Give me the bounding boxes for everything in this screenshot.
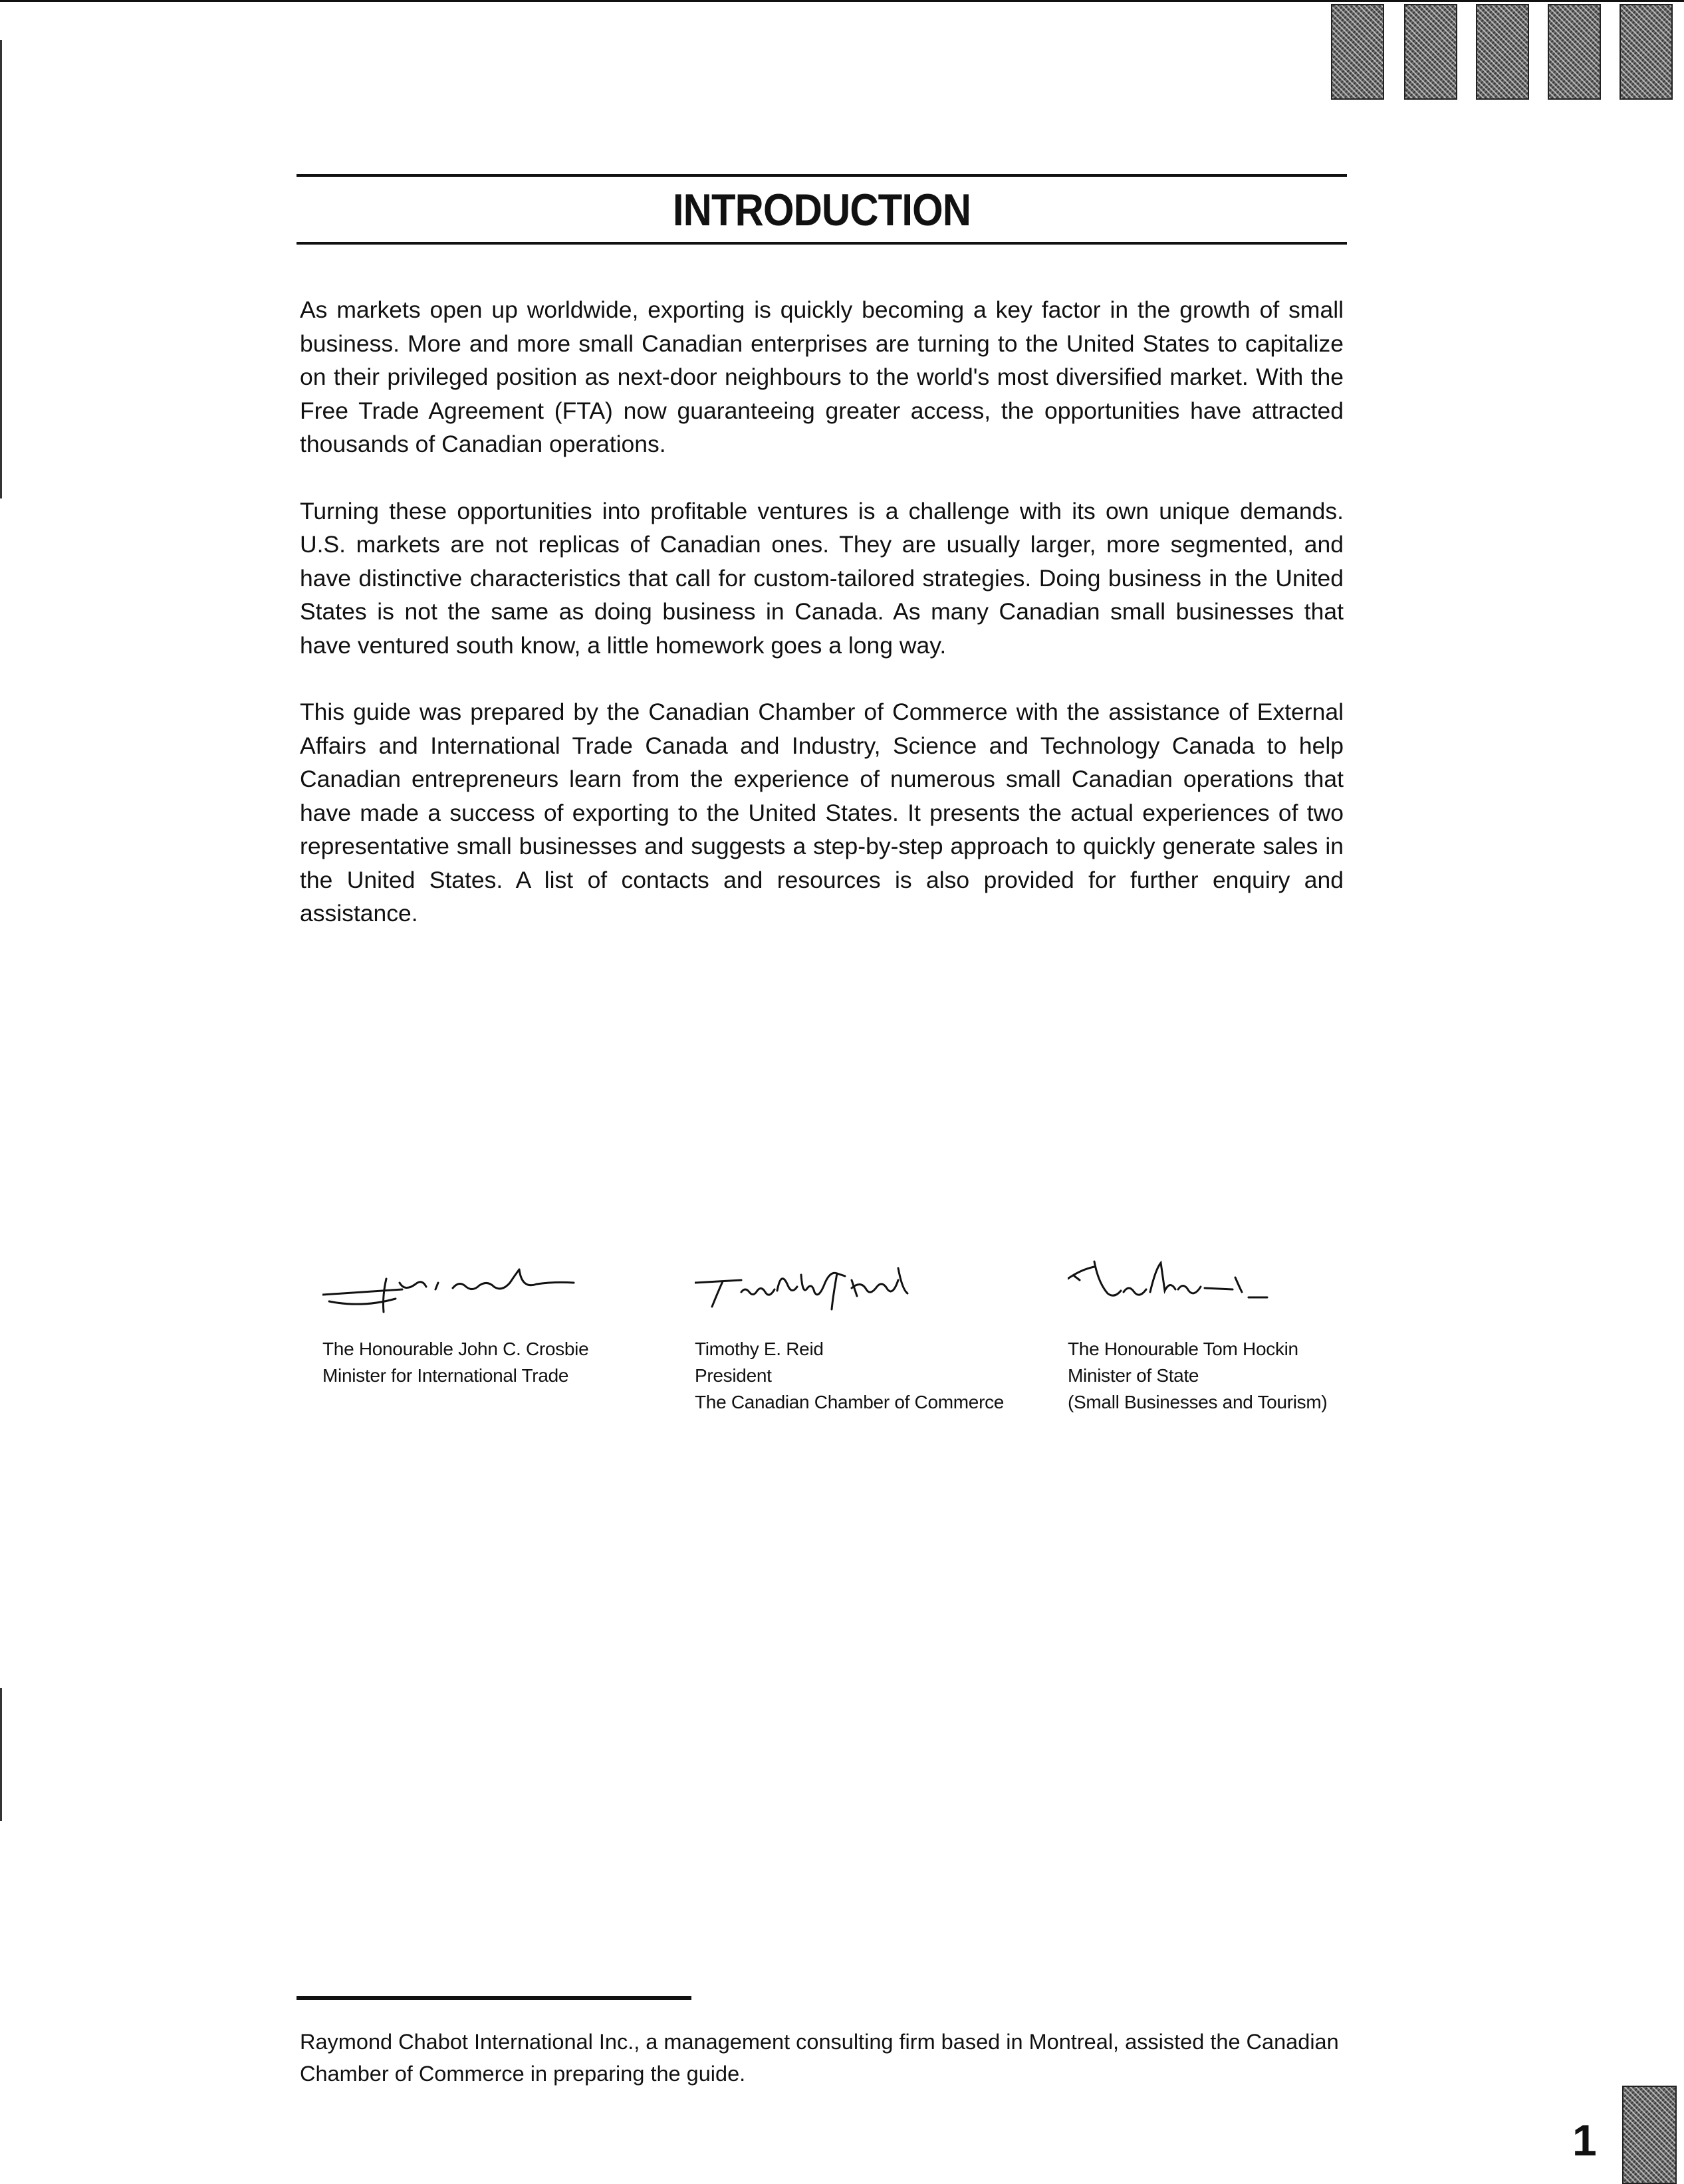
- signature-reid: [695, 1243, 974, 1316]
- decorative-strip-4: [1548, 4, 1601, 100]
- intro-body: [300, 293, 1344, 964]
- signatory-line: The Honourable Tom Hockin: [1068, 1339, 1298, 1359]
- decorative-strip-2: [1404, 4, 1457, 100]
- page-corner-decoration: [1622, 2086, 1677, 2184]
- signatory-line: Minister of State: [1068, 1365, 1199, 1386]
- page-number: 1: [1572, 2116, 1597, 2165]
- signatory-line: (Small Businesses and Tourism): [1068, 1392, 1328, 1412]
- paragraph: Turning these opportunities into profitable ventures is a challenge with its own unique demands. U.S. markets are not replicas of Canadian ones. They are usually larger, more segmented, and have distinctive characteristics that call for custom-tailored strategies. Doing business in the United States is not the same as doing business in Canada. As many Canadian small businesses that have ventured south know, a little homework goes a long way.: [300, 497, 1344, 659]
- paragraph: This guide was prepared by the Canadian Chamber of Commerce with the assistance of External Affairs and International Trade Canada and Industry, Science and Technology Canada to help Canadian entrepreneurs learn from the experience of numerous small Canadian operations that have made a success of exporting to the United States. It presents the actual experiences of two representative small businesses and suggests a step-by-step approach to quickly generate sales in the United States. A list of contacts and resources is also provided for further enquiry and assistance.: [300, 699, 1344, 927]
- signatory-hockin: [1068, 1243, 1413, 1416]
- signatory-reid: [695, 1243, 1040, 1416]
- signatory-crosbie: [322, 1243, 668, 1389]
- paragraph: As markets open up worldwide, exporting is quickly becoming a key factor in the growth of small business. More and more small Canadian enterprises are turning to the United States to capitalize on their privileged position as next-door neighbours to the world's most diversified market. With the Free Trade Agreement (FTA) now guaranteeing greater access, the opportunities have attracted thousands of Canadian operations.: [300, 296, 1344, 457]
- title-rule-bottom: [297, 242, 1347, 245]
- decorative-strip-5: [1620, 4, 1673, 100]
- decorative-strip-3: [1476, 4, 1529, 100]
- signatory-line: Minister for International Trade: [322, 1365, 569, 1386]
- left-scan-edge-lower: [0, 1688, 2, 1821]
- signature-hockin: [1068, 1243, 1347, 1316]
- signatory-line: President: [695, 1365, 772, 1386]
- footnote-rule: [297, 1996, 691, 2000]
- signature-crosbie: [322, 1243, 602, 1316]
- signatory-line: The Honourable John C. Crosbie: [322, 1339, 589, 1359]
- left-scan-edge: [0, 40, 2, 498]
- decorative-strip-1: [1331, 4, 1384, 100]
- top-border-rule: [0, 0, 1684, 2]
- title-rule-top: [297, 174, 1347, 177]
- footnote: Raymond Chabot International Inc., a management consulting firm based in Montreal, assisted the Canadian Chamber of Commerce in preparing the guide.: [300, 2030, 1339, 2086]
- page-title: INTRODUCTION: [672, 185, 971, 235]
- signatory-line: Timothy E. Reid: [695, 1339, 824, 1359]
- signatory-line: The Canadian Chamber of Commerce: [695, 1392, 1005, 1412]
